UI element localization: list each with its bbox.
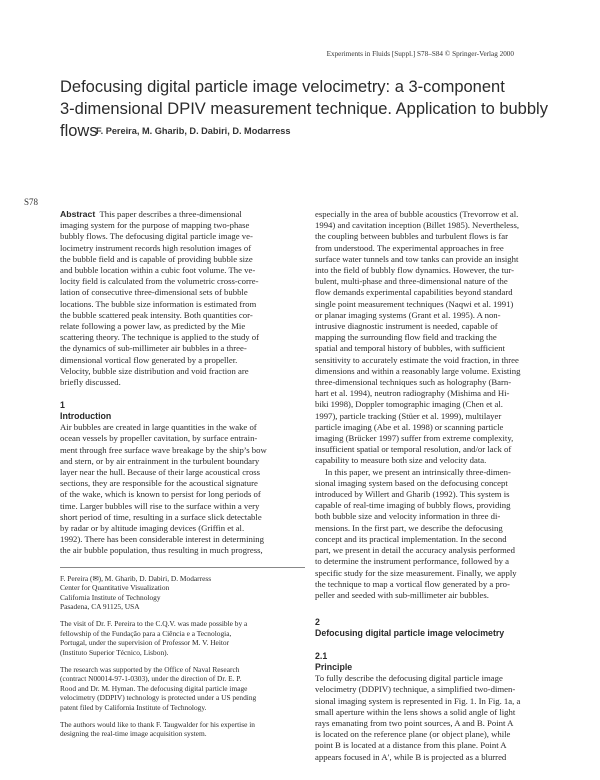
text-line: is located on the reference plane (or object plane), while bbox=[315, 729, 511, 740]
abstract-line: locity field is calculated from the volumetric cross-corre- bbox=[60, 276, 259, 287]
text-line: sional imaging system is represented in Fig. 1. In Fig. 1a, a bbox=[315, 695, 521, 706]
footnote-line: F. Pereira (✉), M. Gharib, D. Dabiri, D. Modarress bbox=[60, 573, 212, 583]
abstract-line: scattering theory. The technique is applied to the study of bbox=[60, 332, 260, 343]
footnote-line: designing the real-time image acquisition system. bbox=[60, 729, 207, 739]
text-line: to determine the instrument performance, followed by a bbox=[315, 556, 509, 567]
text-line: the coupling between bubbles and turbulent flows is far bbox=[315, 231, 509, 242]
subsection-title: Principle bbox=[315, 662, 353, 673]
text-line: dimensions and within a reasonably large volume. Existing bbox=[315, 365, 521, 376]
text-line: mensions. In the first part, we describe the defocusing bbox=[315, 522, 503, 533]
text-line: peller and seeded with sub-millimeter air bubbles. bbox=[315, 589, 489, 600]
abstract-line: Velocity, bubble size distribution and void fraction are bbox=[60, 365, 249, 376]
abstract-label: Abstract bbox=[60, 209, 96, 219]
section-title: Introduction bbox=[60, 411, 112, 422]
text-line: into the field of bubbly flow dynamics. However, the tur- bbox=[315, 265, 515, 276]
text-line: sional imaging system based on the defocusing concept bbox=[315, 477, 508, 488]
text-line: capability to measure both size and velocity data. bbox=[315, 455, 487, 466]
abstract-line: relate following a power law, as predicted by the Mie bbox=[60, 321, 246, 332]
abstract-line: locimetry instrument records high resolution images of bbox=[60, 242, 252, 253]
abstract-line: the bubble field and is capable of providing bubble size bbox=[60, 253, 253, 264]
text-line: sections, they are responsible for the acoustical signature bbox=[60, 478, 258, 489]
section-number: 1 bbox=[60, 400, 65, 411]
affiliation-note bbox=[60, 574, 305, 612]
intro-paragraph bbox=[60, 422, 305, 556]
text-line: 1997), particle tracking (Stüer et al. 1999), multilayer bbox=[315, 410, 502, 421]
abstract-line: This paper describes a three-dimensional bbox=[99, 209, 242, 219]
text-line: In this paper, we present an intrinsically three-dimen- bbox=[325, 466, 511, 477]
text-line: single point measurement techniques (Naqwi et al. 1991) bbox=[315, 298, 514, 309]
abstract-line: dimensional vortical flow generated by a propeller. bbox=[60, 354, 238, 365]
text-line: and stern, or by air entrainment in the turbulent boundary bbox=[60, 455, 260, 466]
footnote-line: velocimetry (DDPIV) technology is protected under a US pending bbox=[60, 693, 257, 703]
text-line: small aperture within the lens shows a solid angle of light bbox=[315, 706, 516, 717]
section-number: 2 bbox=[315, 617, 320, 628]
text-line: specific study for the size measurement. Finally, we apply bbox=[315, 567, 517, 578]
text-line: ocean vessels by propeller cavitation, by surface entrain- bbox=[60, 433, 258, 444]
footnote-line: fellowship of the Fundação para a Ciência e a Tecnologia, bbox=[60, 628, 232, 638]
left-column bbox=[60, 209, 305, 739]
text-line: To fully describe the defocusing digital particle image bbox=[315, 673, 503, 684]
research-note bbox=[60, 665, 305, 712]
footnote-line: Center for Quantitative Visualization bbox=[60, 583, 170, 593]
footnote-line: The research was supported by the Office of Naval Research bbox=[60, 664, 240, 674]
text-line: hart et al. 1994), neutron radiography (Mishima and Hi- bbox=[315, 388, 510, 399]
text-line: bulent, multi-phase and three-dimensional nature of the bbox=[315, 276, 508, 287]
subsection-number: 2.1 bbox=[315, 651, 328, 662]
text-line: mapping the surrounding flow field and tracking the bbox=[315, 332, 497, 343]
text-line: rays emanating from two point sources, A and B. Point A bbox=[315, 717, 514, 728]
text-line: imaging (Brücker 1997) suffer from extreme complexity, bbox=[315, 433, 514, 444]
text-line: of the wake, which is known to persist for long periods of bbox=[60, 489, 261, 500]
visit-note bbox=[60, 619, 305, 657]
text-line: sensitivity to accurately estimate the void fraction, in three bbox=[315, 354, 519, 365]
footnotes bbox=[60, 574, 305, 739]
text-line: insufficient spatial or temporal resolution, and/or lack of bbox=[315, 444, 512, 455]
text-line: especially in the area of bubble acoustics (Trevorrow et al. bbox=[315, 209, 519, 219]
text-line: spatial and temporal history of bubbles, with sufficient bbox=[315, 343, 505, 354]
abstract-line: the bubble scattered peak intensity. Both quantities cor- bbox=[60, 309, 253, 320]
paragraph bbox=[315, 209, 559, 467]
text-line: point B is located at a distance from this plane. Point A bbox=[315, 740, 507, 751]
title-line: 3-dimensional DPIV measurement technique. Application to bubbly flows bbox=[60, 100, 548, 140]
journal-header: Experiments in Fluids [Suppl.] S78–S84 © Springer-Verlag 2000 bbox=[326, 50, 514, 58]
paragraph bbox=[315, 673, 559, 763]
text-line: the technique to map a vortical flow generated by a pro- bbox=[315, 578, 510, 589]
text-line: flow demands experimental capabilities beyond standard bbox=[315, 287, 513, 298]
text-line: Air bubbles are created in large quantities in the wake of bbox=[60, 422, 257, 433]
text-line: both bubble size and velocity information in three di- bbox=[315, 511, 501, 522]
text-line: velocimetry (DDPIV) technique, a simplified two-dimen- bbox=[315, 684, 516, 695]
text-line: the air bubble population, thus resulting in much progress, bbox=[60, 545, 263, 556]
footnote-line: (Instituto Superior Técnico, Lisbon). bbox=[60, 647, 169, 657]
text-line: by radar or by altitude imaging devices (Griffin et al. bbox=[60, 523, 245, 534]
text-line: time. Larger bubbles will rise to the surface within a very bbox=[60, 500, 260, 511]
text-line: surface water tunnels and tow tanks can provide an insight bbox=[315, 253, 519, 264]
abstract bbox=[60, 209, 305, 388]
text-line: particle imaging (Abe et al. 1998) or scanning particle bbox=[315, 421, 504, 432]
text-line: or planar imaging systems (Grant et al. 1995). A non- bbox=[315, 309, 501, 320]
title-line: Defocusing digital particle image velocimetry: a 3-component bbox=[60, 78, 505, 96]
text-line: biki 1998), Doppler tomographic imaging (Chen et al. bbox=[315, 399, 503, 410]
text-line: 1992). There has been considerable interest in determining bbox=[60, 534, 264, 545]
acknowledgement-note bbox=[60, 720, 305, 739]
abstract-line: locations. The bubble size information is estimated from bbox=[60, 298, 257, 309]
footnote-line: Pasadena, CA 91125, USA bbox=[60, 601, 140, 611]
text-line: 1994) and cavitation inception (Billet 1985). Nevertheless, bbox=[315, 220, 520, 231]
text-line: capable of real-time imaging of bubbly flows, providing bbox=[315, 500, 511, 511]
footnote-line: Rood and Dr. M. Hyman. The defocusing digital particle image bbox=[60, 683, 248, 693]
right-column bbox=[315, 209, 559, 763]
author-list: F. Pereira, M. Gharib, D. Dabiri, D. Modarress bbox=[96, 126, 291, 136]
abstract-line: imaging system for the purpose of mapping two-phase bbox=[60, 220, 250, 231]
abstract-first-line bbox=[60, 209, 305, 220]
text-line: layer near the hull. Because of their large acoustical cross bbox=[60, 467, 261, 478]
text-line: introduced by Willert and Gharib (1992). This system is bbox=[315, 489, 510, 500]
footnote-line: Portugal, under the supervision of Professor M. V. Heitor bbox=[60, 638, 230, 648]
text-line: three-dimensional techniques such as holography (Barn- bbox=[315, 377, 512, 388]
text-line: appears focused in A′, while B is projected as a blurred bbox=[315, 751, 507, 762]
footnote-line: California Institute of Technology bbox=[60, 592, 161, 602]
abstract-line: bubbly flows. The defocusing digital particle image ve- bbox=[60, 231, 253, 242]
text-line: part, we present in detail the accuracy analysis performed bbox=[315, 545, 515, 556]
text-line: from understood. The experimental approaches in free bbox=[315, 242, 504, 253]
paragraph bbox=[315, 467, 559, 601]
abstract-line: briefly discussed. bbox=[60, 377, 121, 388]
footnote-divider bbox=[60, 567, 305, 568]
text-line: intrusive diagnostic instrument is needed, capable of bbox=[315, 321, 498, 332]
footnote-line: The visit of Dr. F. Pereira to the C.Q.V. was made possible by a bbox=[60, 619, 248, 629]
footnote-line: The authors would like to thank F. Taugwalder for his expertise in bbox=[60, 719, 255, 729]
abstract-line: lation of consecutive three-dimensional sets of bubble bbox=[60, 287, 248, 298]
text-line: ment through free surface wave breakage by the ship’s bow bbox=[60, 444, 267, 455]
section-title: Defocusing digital particle image velocimetry bbox=[315, 628, 505, 639]
footnote-line: (contract N00014-97-1-0303), under the direction of Dr. E. P. bbox=[60, 674, 242, 684]
text-line: short period of time, resulting in a surface slick detectable bbox=[60, 511, 262, 522]
abstract-line: and bubble location within a cubic foot volume. The ve- bbox=[60, 265, 256, 276]
text-line: concept and its practical implementation. In the second bbox=[315, 533, 507, 544]
abstract-line: the dynamics of sub-millimeter air bubbles in a three- bbox=[60, 343, 247, 354]
footnote-line: patent filed by California Institute of Technology. bbox=[60, 702, 207, 712]
page-number: S78 bbox=[24, 197, 39, 207]
